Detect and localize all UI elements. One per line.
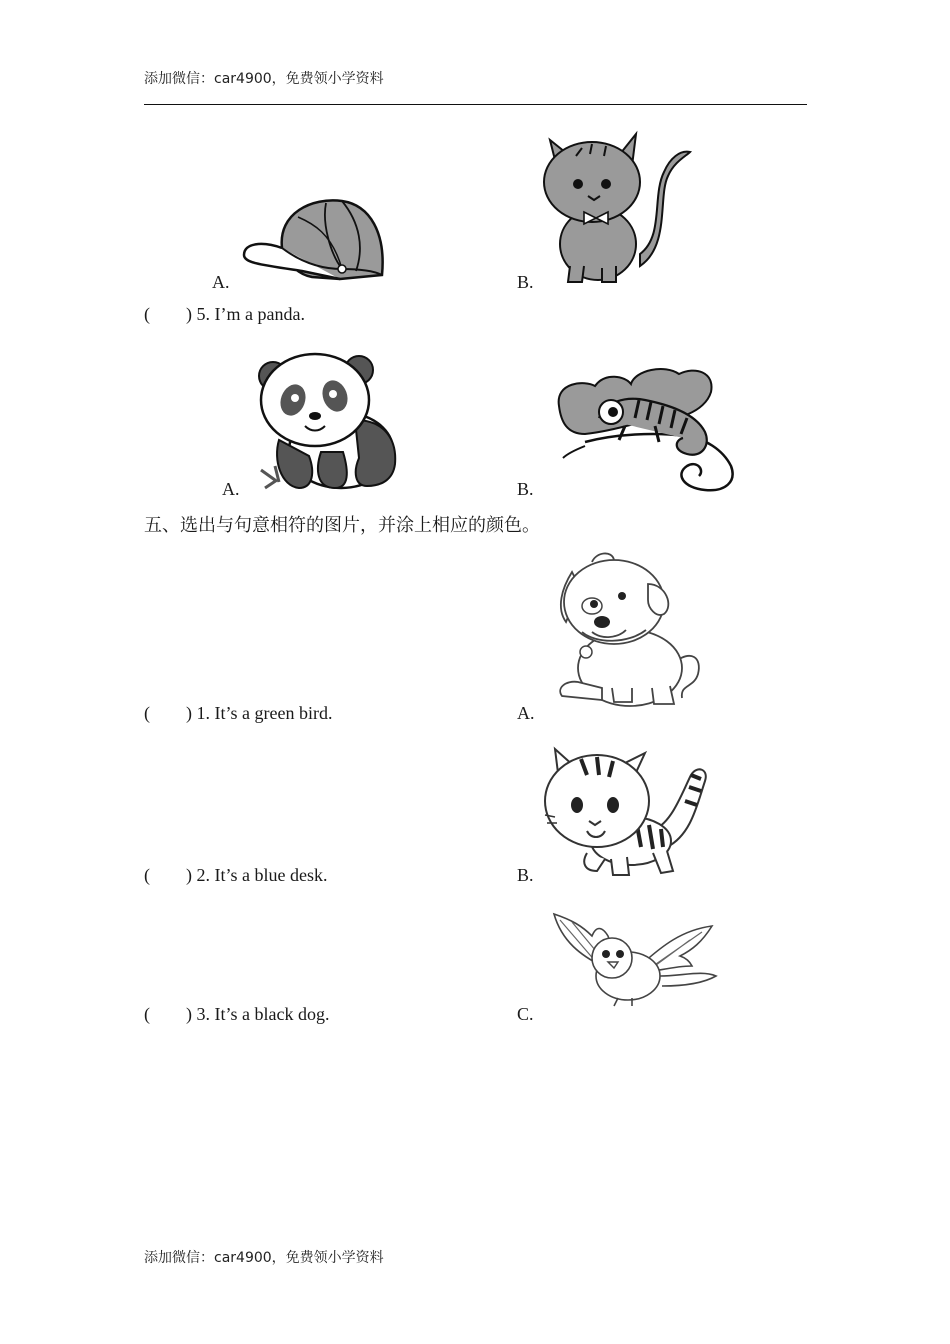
kitten-icon xyxy=(541,735,711,881)
q5-paren: ( xyxy=(144,304,150,324)
dog-icon xyxy=(552,548,714,716)
cap-icon xyxy=(242,193,386,285)
panda-icon xyxy=(255,340,401,494)
s5-option-a-label: A. xyxy=(517,703,535,723)
bird-icon xyxy=(552,906,718,1012)
s5-option-c-label: C. xyxy=(517,1004,534,1024)
q4-option-a-label: A. xyxy=(212,272,230,292)
s5-item-3-paren: ( xyxy=(144,1004,150,1024)
header-rule xyxy=(144,104,807,105)
cat-icon xyxy=(540,126,694,288)
page-footer: 添加微信：car4900，免费领小学资料 xyxy=(144,1250,384,1266)
q5-option-a-label: A. xyxy=(222,479,240,499)
s5-item-2-paren: ( xyxy=(144,865,150,885)
s5-item-1-paren: ( xyxy=(144,703,150,723)
s5-item-3-text: ) 3. It’s a black dog. xyxy=(186,1004,330,1024)
section-title: 五、选出与句意相符的图片，并涂上相应的颜色。 xyxy=(144,515,540,536)
s5-item-1-text: ) 1. It’s a green bird. xyxy=(186,703,333,723)
q4-option-b-label: B. xyxy=(517,272,534,292)
chameleon-icon xyxy=(555,362,739,495)
page-header: 添加微信：car4900，免费领小学资料 xyxy=(144,71,384,87)
q5-text: ) 5. I’m a panda. xyxy=(186,304,305,324)
s5-item-2-text: ) 2. It’s a blue desk. xyxy=(186,865,328,885)
s5-option-b-label: B. xyxy=(517,865,534,885)
q5-option-b-label: B. xyxy=(517,479,534,499)
